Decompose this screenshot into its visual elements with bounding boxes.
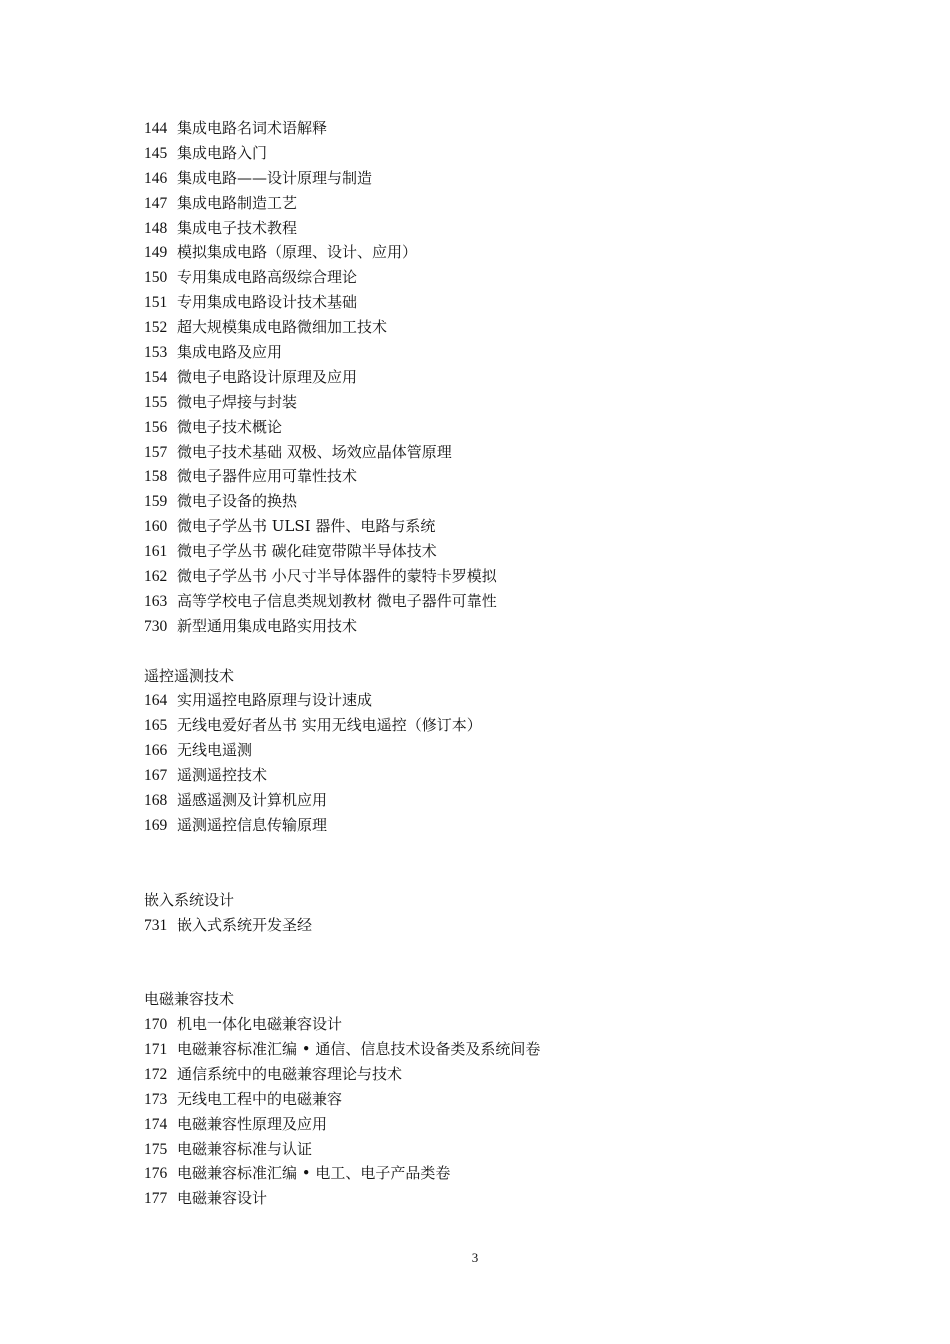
item-title: 通信系统中的电磁兼容理论与技术: [177, 1064, 403, 1083]
item-title: 无线电工程中的电磁兼容: [177, 1089, 343, 1108]
list-item: [144, 1062, 864, 1087]
item-number: 151: [144, 294, 168, 312]
list-item: [144, 514, 864, 539]
item-title: 微电子器件应用可靠性技术: [177, 467, 358, 486]
list-item: [144, 688, 864, 713]
list-item: [144, 116, 864, 141]
item-number: 148: [144, 219, 168, 237]
list-item: [144, 166, 864, 191]
item-title: 电磁兼容标准汇编 • 电工、电子产品类卷: [177, 1164, 451, 1183]
item-title: 电磁兼容性原理及应用: [177, 1114, 328, 1133]
list-item: [144, 315, 864, 340]
section-emc: [144, 987, 864, 1211]
list-item: [144, 141, 864, 166]
list-item: [144, 464, 864, 489]
section-remote-telemetry: [144, 664, 864, 838]
item-number: 168: [144, 792, 168, 810]
item-number: 149: [144, 244, 168, 262]
list-item: [144, 489, 864, 514]
item-number: 175: [144, 1140, 168, 1158]
list-item: [144, 191, 864, 216]
item-title: 无线电爱好者丛书 实用无线电遥控（修订本）: [177, 716, 482, 735]
list-item: [144, 365, 864, 390]
list-item: [144, 290, 864, 315]
item-title: 超大规模集成电路微细加工技术: [177, 318, 388, 337]
item-number: 171: [144, 1040, 168, 1058]
section-embedded-systems: [144, 888, 864, 938]
item-title: 遥测遥控技术: [177, 766, 268, 785]
item-title: 集成电路制造工艺: [177, 193, 298, 212]
list-item: [144, 763, 864, 788]
section-heading: 遥控遥测技术: [144, 666, 235, 685]
item-number: 155: [144, 393, 168, 411]
item-title: 微电子技术基础 双极、场效应晶体管原理: [177, 442, 452, 461]
spacer: [144, 937, 864, 987]
list-item: [144, 216, 864, 241]
item-number: 154: [144, 368, 168, 386]
section-heading: 电磁兼容技术: [144, 990, 235, 1009]
item-number: 163: [144, 592, 168, 610]
item-title: 专用集成电路高级综合理论: [177, 268, 358, 287]
item-title: 电磁兼容标准汇编 • 通信、信息技术设备类及系统间卷: [177, 1039, 541, 1058]
list-item: [144, 1012, 864, 1037]
item-title: 集成电路及应用: [177, 343, 283, 362]
list-item: [144, 713, 864, 738]
list-item: [144, 589, 864, 614]
list-item: [144, 390, 864, 415]
item-title: 无线电遥测: [177, 741, 253, 760]
list-item: [144, 1037, 864, 1062]
item-number: 156: [144, 418, 168, 436]
item-title: 微电子技术概论: [177, 417, 283, 436]
item-number: 169: [144, 816, 168, 834]
list-item: [144, 265, 864, 290]
item-number: 145: [144, 144, 168, 162]
section-integrated-circuits: [144, 116, 864, 639]
item-number: 165: [144, 717, 168, 735]
item-title: 集成电路名词术语解释: [177, 119, 328, 137]
item-number: 167: [144, 767, 168, 785]
item-number: 166: [144, 742, 168, 760]
item-number: 173: [144, 1090, 168, 1108]
section-heading: 嵌入系统设计: [144, 890, 235, 909]
item-title: 集成电子技术教程: [177, 218, 298, 237]
item-title: 专用集成电路设计技术基础: [177, 293, 358, 312]
item-number: 144: [144, 120, 168, 137]
item-number: 153: [144, 344, 168, 362]
list-item: [144, 440, 864, 465]
item-number: 731: [144, 916, 168, 934]
item-number: 152: [144, 319, 168, 337]
list-item: [144, 813, 864, 838]
item-title: 微电子设备的换热: [177, 492, 298, 511]
item-title: 电磁兼容设计: [177, 1189, 268, 1208]
item-number: 162: [144, 568, 168, 586]
item-title: 高等学校电子信息类规划教材 微电子器件可靠性: [177, 591, 497, 610]
item-title: 新型通用集成电路实用技术: [177, 616, 358, 635]
item-title: 集成电路——设计原理与制造: [177, 168, 373, 187]
item-number: 164: [144, 692, 168, 710]
item-number: 157: [144, 443, 168, 461]
list-item: [144, 564, 864, 589]
spacer: [144, 838, 864, 888]
item-title: 微电子学丛书 碳化硅宽带隙半导体技术: [177, 542, 437, 561]
item-title: 微电子学丛书 小尺寸半导体器件的蒙特卡罗模拟: [177, 567, 497, 586]
item-number: 170: [144, 1016, 168, 1034]
item-title: 遥感遥测及计算机应用: [177, 791, 328, 810]
item-title: 模拟集成电路（原理、设计、应用）: [177, 243, 418, 262]
list-item: [144, 913, 864, 938]
item-number: 161: [144, 543, 168, 561]
item-number: 176: [144, 1165, 168, 1183]
item-number: 158: [144, 468, 168, 486]
list-item: [144, 1137, 864, 1162]
item-number: 150: [144, 269, 168, 287]
list-item: [144, 1112, 864, 1137]
list-item: [144, 614, 864, 639]
item-number: 147: [144, 194, 168, 212]
item-title: 实用遥控电路原理与设计速成: [177, 691, 373, 710]
item-title: 微电子焊接与封装: [177, 392, 298, 411]
list-item: [144, 340, 864, 365]
item-number: 730: [144, 617, 168, 635]
list-item: [144, 738, 864, 763]
item-title: 微电子电路设计原理及应用: [177, 367, 358, 386]
item-number: 177: [144, 1190, 168, 1208]
item-title: 机电一体化电磁兼容设计: [177, 1015, 343, 1034]
item-number: 159: [144, 493, 168, 511]
list-item: [144, 240, 864, 265]
item-title: 集成电路入门: [177, 143, 268, 162]
item-title: 嵌入式系统开发圣经: [177, 915, 313, 934]
book-list: [144, 116, 864, 1211]
list-item: [144, 788, 864, 813]
item-title: 电磁兼容标准与认证: [177, 1139, 313, 1158]
list-item: [144, 1161, 864, 1186]
list-item: [144, 1186, 864, 1211]
spacer: [144, 639, 864, 664]
item-number: 174: [144, 1115, 168, 1133]
item-number: 146: [144, 169, 168, 187]
list-item: [144, 539, 864, 564]
page-number: 3: [471, 1250, 479, 1265]
list-item: [144, 1087, 864, 1112]
list-item: [144, 415, 864, 440]
item-title: 遥测遥控信息传输原理: [177, 815, 328, 834]
item-number: 160: [144, 518, 168, 536]
item-title: 微电子学丛书 ULSI 器件、电路与系统: [177, 517, 436, 536]
item-number: 172: [144, 1065, 168, 1083]
